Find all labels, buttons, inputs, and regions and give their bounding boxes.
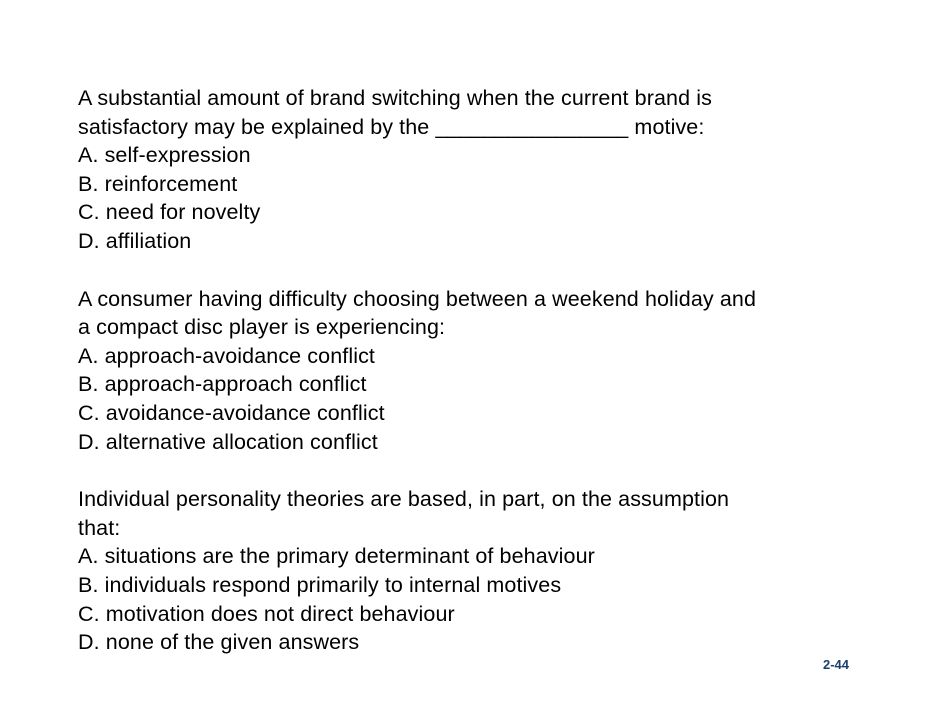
question-stem-line: that: bbox=[78, 515, 121, 540]
answer-option-d: D. alternative allocation conflict bbox=[78, 429, 378, 454]
answer-option-d: D. affiliation bbox=[78, 228, 192, 253]
question-1 bbox=[78, 84, 898, 256]
question-stem-line: satisfactory may be explained by the ________________ motive: bbox=[78, 114, 705, 139]
slide-content bbox=[78, 84, 898, 686]
answer-option-d: D. none of the given answers bbox=[78, 630, 360, 655]
question-stem-line: a compact disc player is experiencing: bbox=[78, 315, 446, 340]
answer-option-c: C. avoidance-avoidance conflict bbox=[78, 400, 385, 425]
answer-option-b: B. individuals respond primarily to internal motives bbox=[78, 572, 562, 597]
question-stem-line: A consumer having difficulty choosing between a weekend holiday and bbox=[78, 286, 757, 311]
page-number: 2-44 bbox=[823, 657, 850, 672]
answer-option-a: A. situations are the primary determinant of behaviour bbox=[78, 544, 595, 569]
answer-option-b: B. approach-approach conflict bbox=[78, 372, 367, 397]
question-2 bbox=[78, 285, 898, 457]
answer-option-a: A. approach-avoidance conflict bbox=[78, 343, 376, 368]
answer-option-c: C. need for novelty bbox=[78, 200, 261, 225]
question-stem-line: Individual personality theories are based, in part, on the assumption bbox=[78, 487, 730, 512]
answer-option-c: C. motivation does not direct behaviour bbox=[78, 601, 455, 626]
question-stem-line: A substantial amount of brand switching when the current brand is bbox=[78, 86, 712, 110]
answer-option-b: B. reinforcement bbox=[78, 171, 238, 196]
answer-option-a: A. self-expression bbox=[78, 143, 251, 168]
question-3 bbox=[78, 485, 898, 657]
